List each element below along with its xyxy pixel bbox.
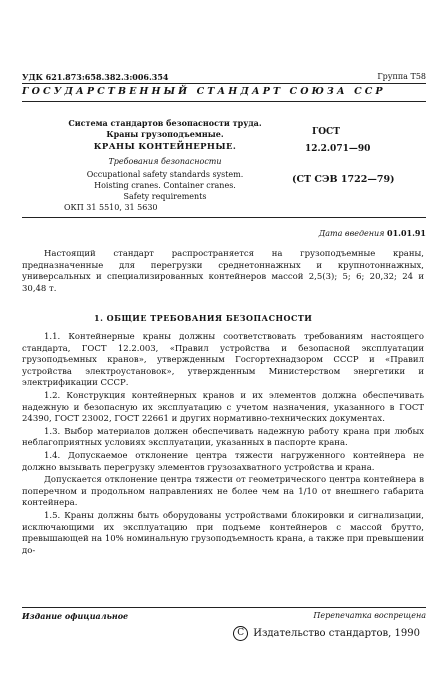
paragraph-1-2: 1.2. Конструкция контейнерных кранов и их элементов должна обеспечивать надежную и безопасную их эксплуатацию с учетом назначения, указанного в ГОСТ 24390, ГОСТ 23002, ГОСТ 22661 и других нормативно-технических документах. bbox=[22, 390, 424, 425]
publisher-text: Издательство стандартов, 1990 bbox=[253, 628, 420, 639]
group-code: Группа Т58 bbox=[377, 72, 426, 81]
paragraph-1-4: 1.4. Допускаемое отклонение центра тяжести нагруженного контейнера не должно вызывать перегрузку элементов грузозахватного устройства и крана. bbox=[22, 450, 424, 473]
gost-label: ГОСТ bbox=[312, 127, 340, 137]
copyright-icon: C bbox=[233, 626, 248, 641]
intro-paragraph-block bbox=[22, 249, 424, 295]
english-title-2: Hoisting cranes. Container cranes. bbox=[94, 181, 236, 190]
title-rule bbox=[22, 217, 426, 218]
publisher-line bbox=[233, 626, 420, 641]
document-subtitle: Требования безопасности bbox=[108, 157, 222, 166]
section-body bbox=[22, 332, 424, 557]
title-block bbox=[60, 118, 270, 202]
english-title-1: Occupational safety standards system. bbox=[86, 170, 244, 179]
intro-date bbox=[319, 228, 426, 238]
paragraph-1-3: 1.3. Выбор материалов должен обеспечивать надежную работу крана при любых неблагоприятных условиях эксплуатации, указанных в паспорте крана. bbox=[22, 426, 424, 449]
header-rule-bottom bbox=[22, 101, 426, 102]
section-title: 1. ОБЩИЕ ТРЕБОВАНИЯ БЕЗОПАСНОСТИ bbox=[94, 313, 313, 323]
udk-code: УДК 621.873:658.382.3:006.354 bbox=[22, 72, 169, 82]
title-line-1: Система стандартов безопасности труда. bbox=[68, 118, 262, 128]
footer-rule bbox=[22, 607, 426, 608]
paragraph-1-4-note: Допускается отклонение центра тяжести от геометрического центра контейнера в поперечном и продольном направлениях не более чем на 1/10 от внешнего габарита контейнера. bbox=[22, 475, 424, 509]
intro-date-label: Дата введения bbox=[318, 229, 385, 238]
official-edition-label: Издание официальное bbox=[22, 611, 129, 621]
document-title: КРАНЫ КОНТЕЙНЕРНЫЕ. bbox=[93, 142, 237, 152]
st-sev-number: (СТ СЭВ 1722—79) bbox=[292, 174, 395, 185]
intro-date-value: 01.01.91 bbox=[387, 228, 426, 238]
gost-number: 12.2.071—90 bbox=[305, 144, 371, 154]
paragraph-1-5: 1.5. Краны должны быть оборудованы устройствами блокировки и сигнализации, исключающими их эксплуатацию при подъеме контейнеров с массой брутто, превышающей на 10% номинальную грузоподъемность крана, а также при превышении до- bbox=[22, 510, 424, 556]
okp-code: ОКП 31 5510, 31 5630 bbox=[64, 203, 158, 212]
intro-paragraph: Настоящий стандарт распространяется на грузоподъемные краны, предназначенные для перегрузки среднетоннажных и крупнотоннажных, универсальных и специализированных контейнеров массой 2,5(3); 5; 6; 20,32; 24 и 30,48 т. bbox=[22, 249, 424, 294]
header-rule-top bbox=[22, 83, 426, 84]
paragraph-1-1: 1.1. Контейнерные краны должны соответствовать требованиям настоящего стандарта, ГОСТ 12.2.003, «Правил устройства и безопасной эксплуатации грузоподъемных кранов», утвержденным Госгортехнадзором СССР и «Правил устройства электроустановок», утвержденным Министерством энергетики и электрификации СССР. bbox=[22, 332, 424, 389]
state-standard-heading: ГОСУДАРСТВЕННЫЙ СТАНДАРТ СОЮЗА ССР bbox=[22, 86, 386, 97]
reprint-notice: Перепечатка воспрещена bbox=[313, 611, 426, 620]
english-title-3: Safety requirements bbox=[123, 192, 207, 201]
title-line-2: Краны грузоподъемные. bbox=[106, 129, 224, 139]
